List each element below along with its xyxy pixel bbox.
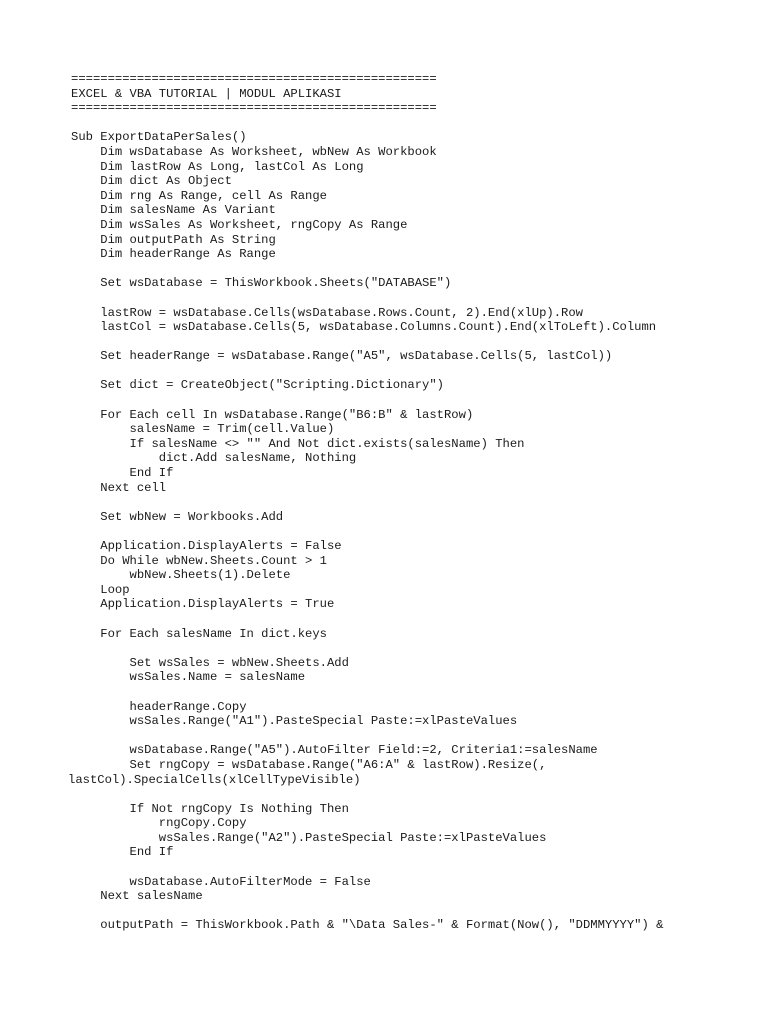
code-line: dict.Add salesName, Nothing [71, 451, 357, 466]
code-line [71, 393, 761, 408]
code-line: Set wbNew = Workbooks.Add [71, 509, 284, 524]
code-line: Sub ExportDataPerSales() [71, 130, 247, 145]
code-line: Set rngCopy = wsDatabase.Range("A6:A" & lastRow).Resize(, [71, 757, 547, 772]
code-line: wsSales.Range("A2").PasteSpecial Paste:=xlPasteValues [71, 830, 547, 845]
code-line: Do While wbNew.Sheets.Count > 1 [71, 553, 327, 568]
document-title: EXCEL & VBA TUTORIAL | MODUL APLIKASI [71, 86, 342, 101]
code-line [71, 612, 761, 627]
code-line: Next cell [71, 480, 167, 495]
code-line: lastRow = wsDatabase.Cells(wsDatabase.Rows.Count, 2).End(xlUp).Row [71, 305, 583, 320]
code-line [71, 904, 761, 919]
code-line: Dim headerRange As Range [71, 247, 276, 262]
code-line: headerRange.Copy [71, 699, 247, 714]
code-line [71, 641, 761, 656]
code-line: Set dict = CreateObject("Scripting.Dictionary") [71, 378, 444, 393]
code-line [71, 335, 761, 350]
code-line: wsDatabase.Range("A5").AutoFilter Field:=2, Criteria1:=salesName [71, 743, 598, 758]
code-line: outputPath = ThisWorkbook.Path & "\Data Sales-" & Format(Now(), "DDMMYYYY") & [71, 918, 664, 933]
code-line: Dim rng As Range, cell As Range [71, 188, 327, 203]
code-line: Set headerRange = wsDatabase.Range("A5", wsDatabase.Cells(5, lastCol)) [71, 349, 613, 364]
code-line [71, 787, 761, 802]
vba-code-block [68, 72, 761, 933]
code-line: Next salesName [71, 889, 203, 904]
code-line-wrapped: lastCol).SpecialCells(xlCellTypeVisible) [68, 772, 361, 787]
code-line: If salesName <> "" And Not dict.exists(salesName) Then [71, 436, 525, 451]
code-line: End If [71, 466, 174, 481]
code-line: rngCopy.Copy [71, 816, 247, 831]
code-line: End If [71, 845, 174, 860]
code-line [71, 364, 761, 379]
code-line: salesName = Trim(cell.Value) [71, 422, 335, 437]
code-line: For Each salesName In dict.keys [71, 626, 327, 641]
code-line: Dim dict As Object [71, 174, 232, 189]
code-line [71, 860, 761, 875]
code-line: wsSales.Range("A1").PasteSpecial Paste:=xlPasteValues [71, 714, 518, 729]
code-line: wsSales.Name = salesName [71, 670, 306, 685]
code-line [71, 685, 761, 700]
code-line: For Each cell In wsDatabase.Range("B6:B" & lastRow) [71, 407, 474, 422]
code-line: Dim salesName As Variant [71, 203, 276, 218]
header-rule-top: ================================================== [71, 72, 437, 86]
code-line [71, 291, 761, 306]
code-line: Set wsSales = wbNew.Sheets.Add [71, 655, 349, 670]
code-line: Application.DisplayAlerts = True [71, 597, 335, 612]
code-line [71, 524, 761, 539]
code-line [71, 495, 761, 510]
code-line: Dim wsSales As Worksheet, rngCopy As Range [71, 217, 408, 232]
code-line: Dim wsDatabase As Worksheet, wbNew As Workbook [71, 144, 437, 159]
code-line: Loop [71, 582, 130, 597]
code-line: wbNew.Sheets(1).Delete [71, 568, 291, 583]
header-rule-bottom: ================================================== [71, 101, 437, 116]
code-line: Set wsDatabase = ThisWorkbook.Sheets("DATABASE") [71, 276, 452, 291]
code-line: If Not rngCopy Is Nothing Then [71, 801, 349, 816]
code-line [71, 729, 761, 744]
code-line [71, 262, 761, 277]
code-line: Dim outputPath As String [71, 232, 276, 247]
code-line: wsDatabase.AutoFilterMode = False [71, 874, 371, 889]
code-line: Application.DisplayAlerts = False [71, 539, 342, 553]
code-line [71, 116, 761, 131]
code-line: lastCol = wsDatabase.Cells(5, wsDatabase.Columns.Count).End(xlToLeft).Column [71, 320, 657, 335]
code-line: Dim lastRow As Long, lastCol As Long [71, 159, 364, 174]
